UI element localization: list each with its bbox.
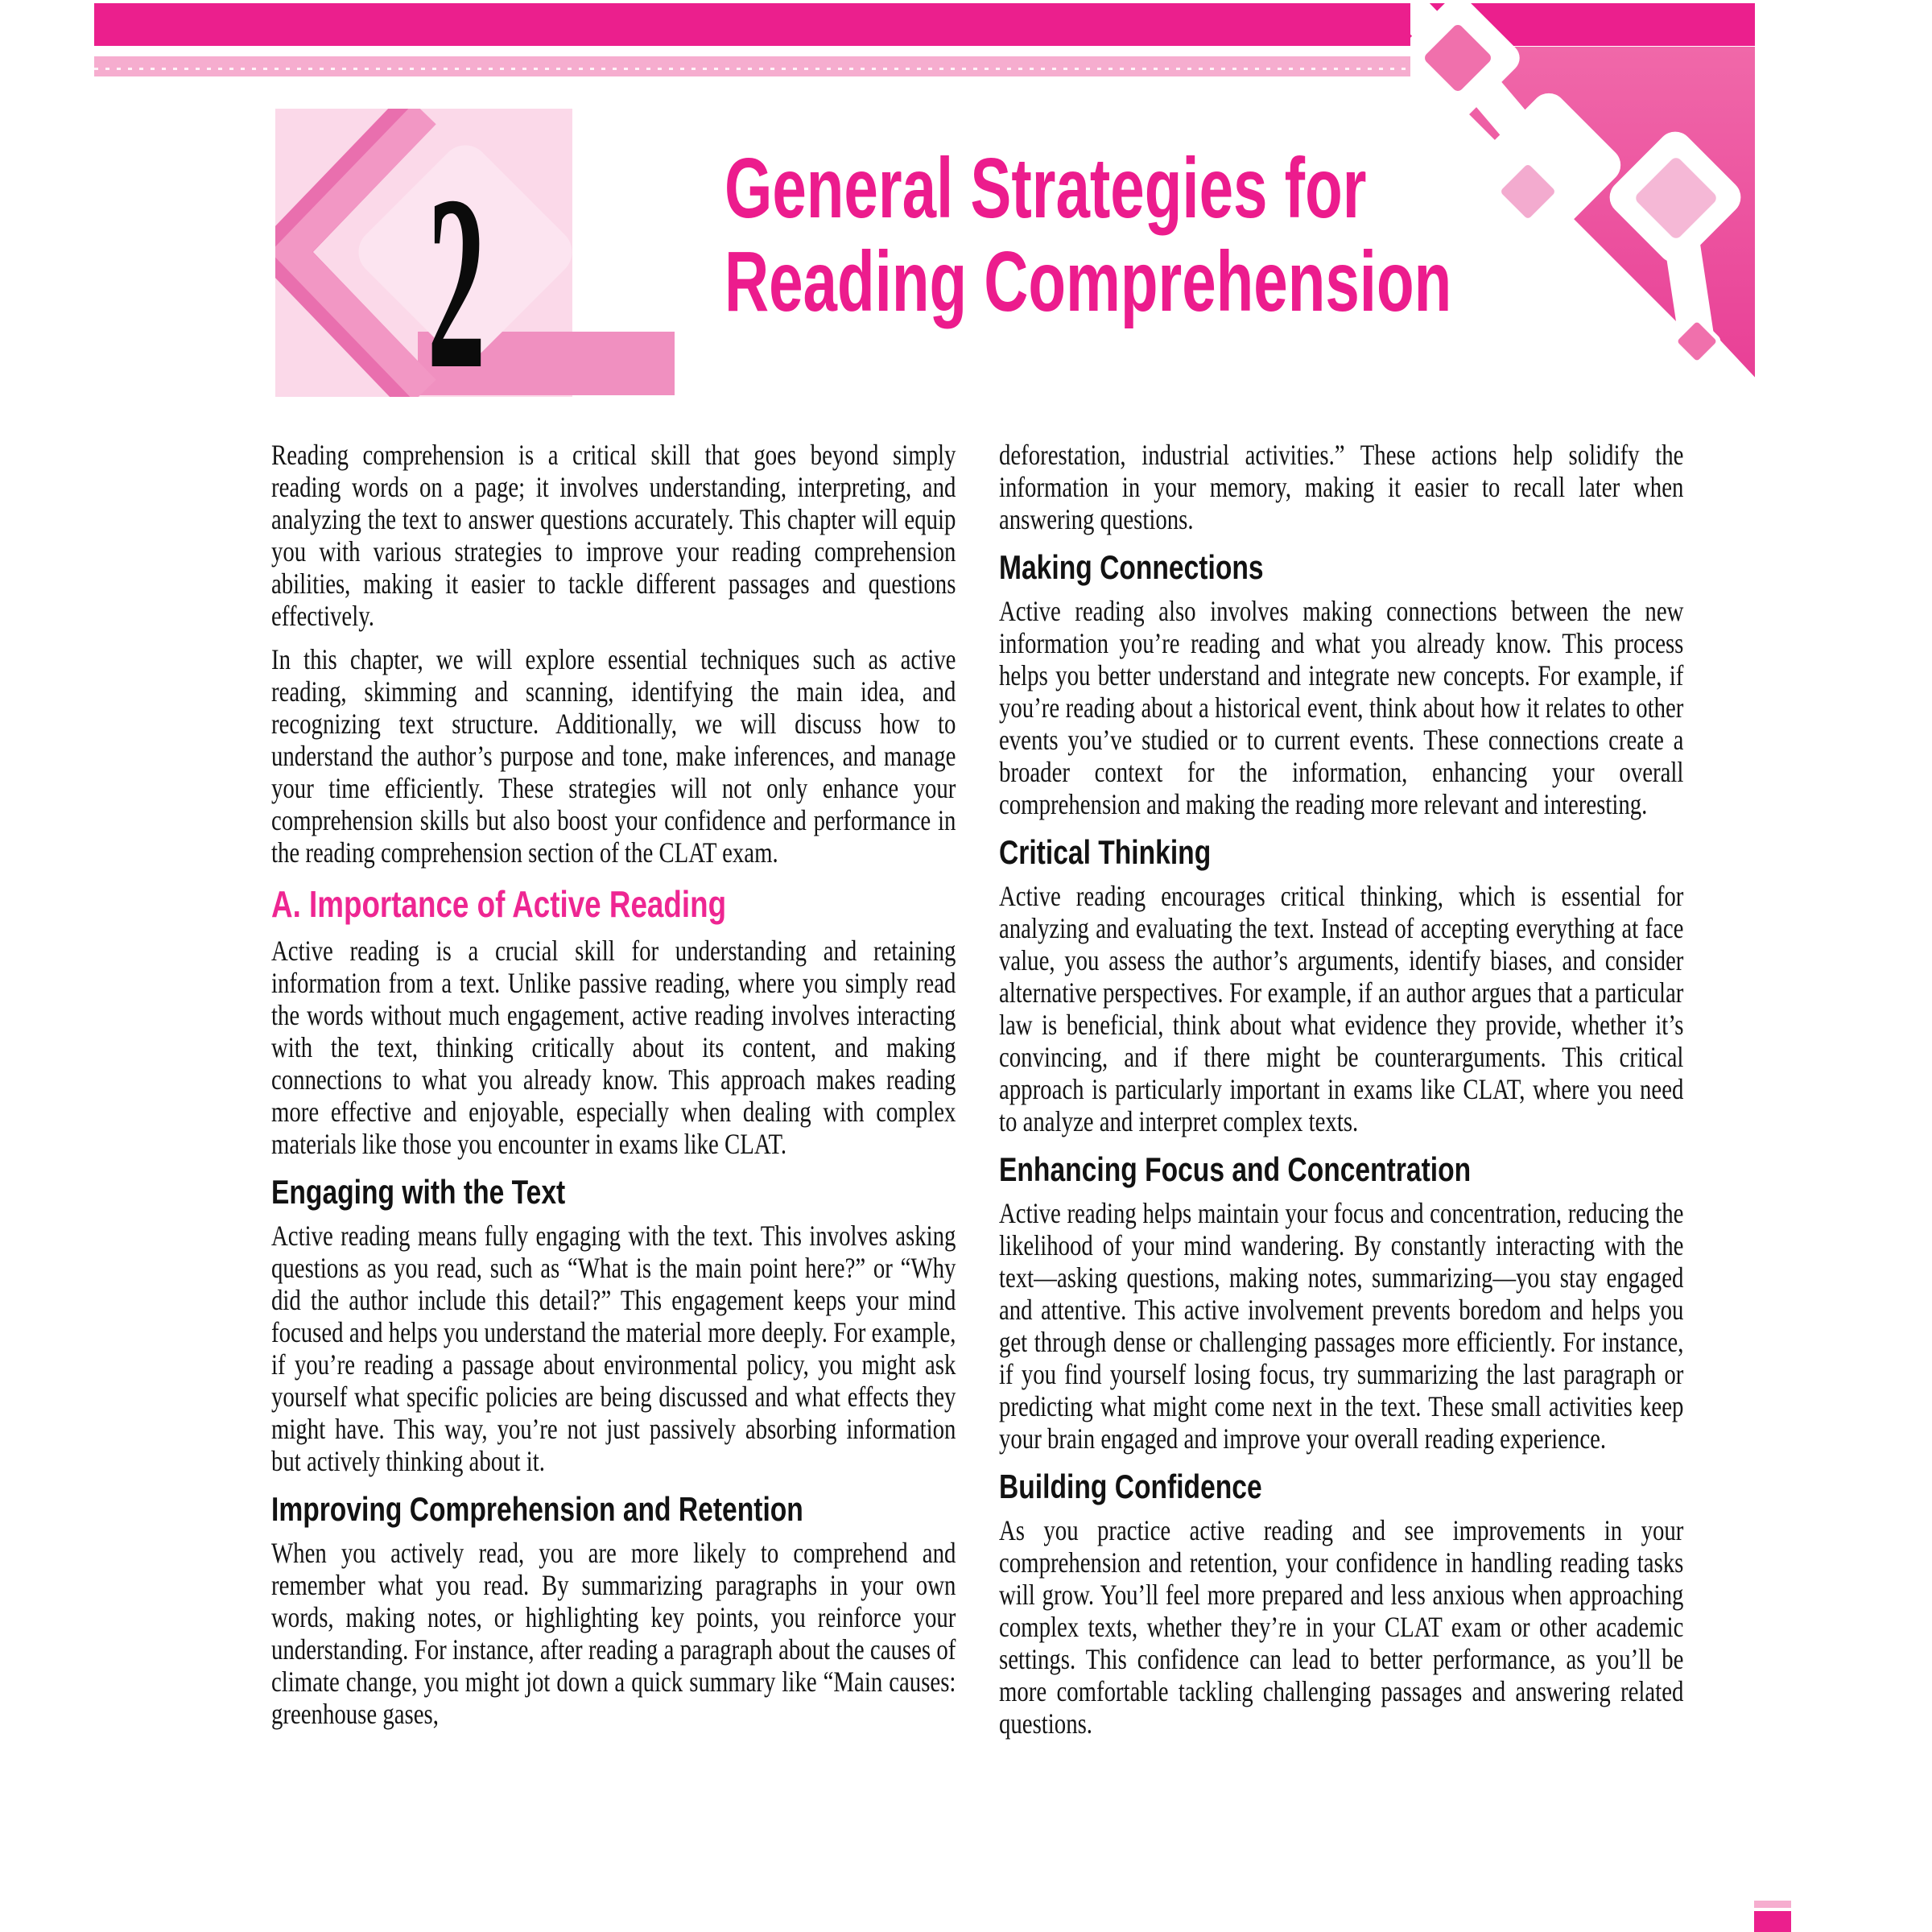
heading-black: Making Connections: [999, 548, 1264, 586]
page-title-line1: General Strategies for: [724, 141, 1367, 236]
accent-dotted-line: [94, 68, 1435, 70]
chapter-badge: [275, 109, 675, 421]
footer-magenta-bar: [1754, 1911, 1791, 1932]
chapter-title-row2: [724, 235, 1734, 328]
heading-black: Critical Thinking: [999, 833, 1212, 871]
heading-black: Engaging with the Text: [271, 1173, 566, 1211]
heading-black: Building Confidence: [999, 1468, 1262, 1505]
chapter-title-row1: [724, 142, 1734, 235]
paragraph: When you actively read, you are more likely to comprehend and remember what you read. By summarizing paragraphs in your own words, making notes, or highlighting key points, you reinforce your understanding. For instance, after reading a paragraph about the causes of climate change, you might jot down a quick summary like “Main causes: greenhouse gases,: [271, 1537, 956, 1730]
paragraph: Active reading helps maintain your focus and concentration, reducing the likelihood of your mind wandering. By constantly interacting with the text—asking questions, making notes, summarizing—you stay engaged and attentive. This active involvement prevents boredom and helps you get through dense or challenging passages more efficiently. For instance, if you find yourself losing focus, try summarizing the last paragraph or predicting what might come next in the text. These small activities keep your brain engaged and improve your overall reading experience.: [999, 1197, 1684, 1455]
paragraph: Active reading is a crucial skill for understanding and retaining information from a text. Unlike passive reading, where you simply read the words without much engagement, active reading involves interacting with the text, thinking critically about its content, and making connections to what you already know. This approach makes reading more effective and enjoyable, especially when dealing with complex materials like those you encounter in exams like CLAT.: [271, 935, 956, 1160]
heading-black: Improving Comprehension and Retention: [271, 1490, 803, 1528]
footer-accent-bar: [1754, 1901, 1791, 1908]
paragraph: In this chapter, we will explore essential techniques such as active reading, skimming and scanning, identifying the main idea, and recognizing text structure. Additionally, we will discuss how to understand the author’s purpose and tone, make inferences, and manage your time efficiently. These strategies will not only enhance your comprehension skills but also boost your confidence and performance in the reading comprehension section of the CLAT exam.: [271, 643, 956, 869]
paragraph: As you practice active reading and see improvements in your comprehension and retention, your confidence in handling reading tasks will grow. You’ll feel more prepared and less anxious when approaching complex texts, whether they’re in your CLAT exam or other academic settings. This confidence can lead to better performance, as you’ll be more comfortable tackling challenging passages and answering related questions.: [999, 1514, 1684, 1740]
page-title-line2: Reading Comprehension: [724, 234, 1452, 329]
chapter-number: 2: [427, 145, 486, 421]
heading-pink: A. Importance of Active Reading: [271, 883, 727, 925]
chapter-title: [724, 142, 1734, 328]
header-accent-bar: [94, 56, 1435, 76]
paragraph: Active reading means fully engaging with the text. This involves asking questions as you read, such as “What is the main point here?” or “Why did the author include this detail?” This engagement keeps your mind focused and helps you understand the material more deeply. For example, if you’re reading a passage about environmental policy, you might ask yourself what specific policies are being discussed and what effects they might have. This way, you’re not just passively absorbing information but actively thinking about it.: [271, 1220, 956, 1477]
paragraph: Active reading also involves making connections between the new information you’re reading and what you already know. This process helps you better understand and integrate new concepts. For example, if you’re reading about a historical event, think about how it relates to other events you’ve studied or to current events. These connections create a broader context for the information, enhancing your overall comprehension and making the reading more relevant and interesting.: [999, 595, 1684, 820]
heading-black: Enhancing Focus and Concentration: [999, 1150, 1472, 1188]
paragraph: deforestation, industrial activities.” These actions help solidify the information in your memory, making it easier to recall later when answering questions.: [999, 439, 1684, 535]
column-left: [271, 439, 956, 1741]
paragraph: Reading comprehension is a critical skill that goes beyond simply reading words on a page; it involves understanding, interpreting, and analyzing the text to answer questions accurately. This chapter will equip you with various strategies to improve your reading comprehension abilities, making it easier to tackle different passages and questions effectively.: [271, 439, 956, 632]
paragraph: Active reading encourages critical thinking, which is essential for analyzing and evaluating the text. Instead of accepting everything at face value, you assess the author’s arguments, identify biases, and consider alternative perspectives. For example, if an author argues that a particular law is beneficial, think about what evidence they provide, whether it’s convincing, and if there might be counterarguments. This critical approach is particularly important in exams like CLAT, where you need to analyze and interpret complex texts.: [999, 880, 1684, 1137]
column-right: [999, 439, 1683, 1751]
